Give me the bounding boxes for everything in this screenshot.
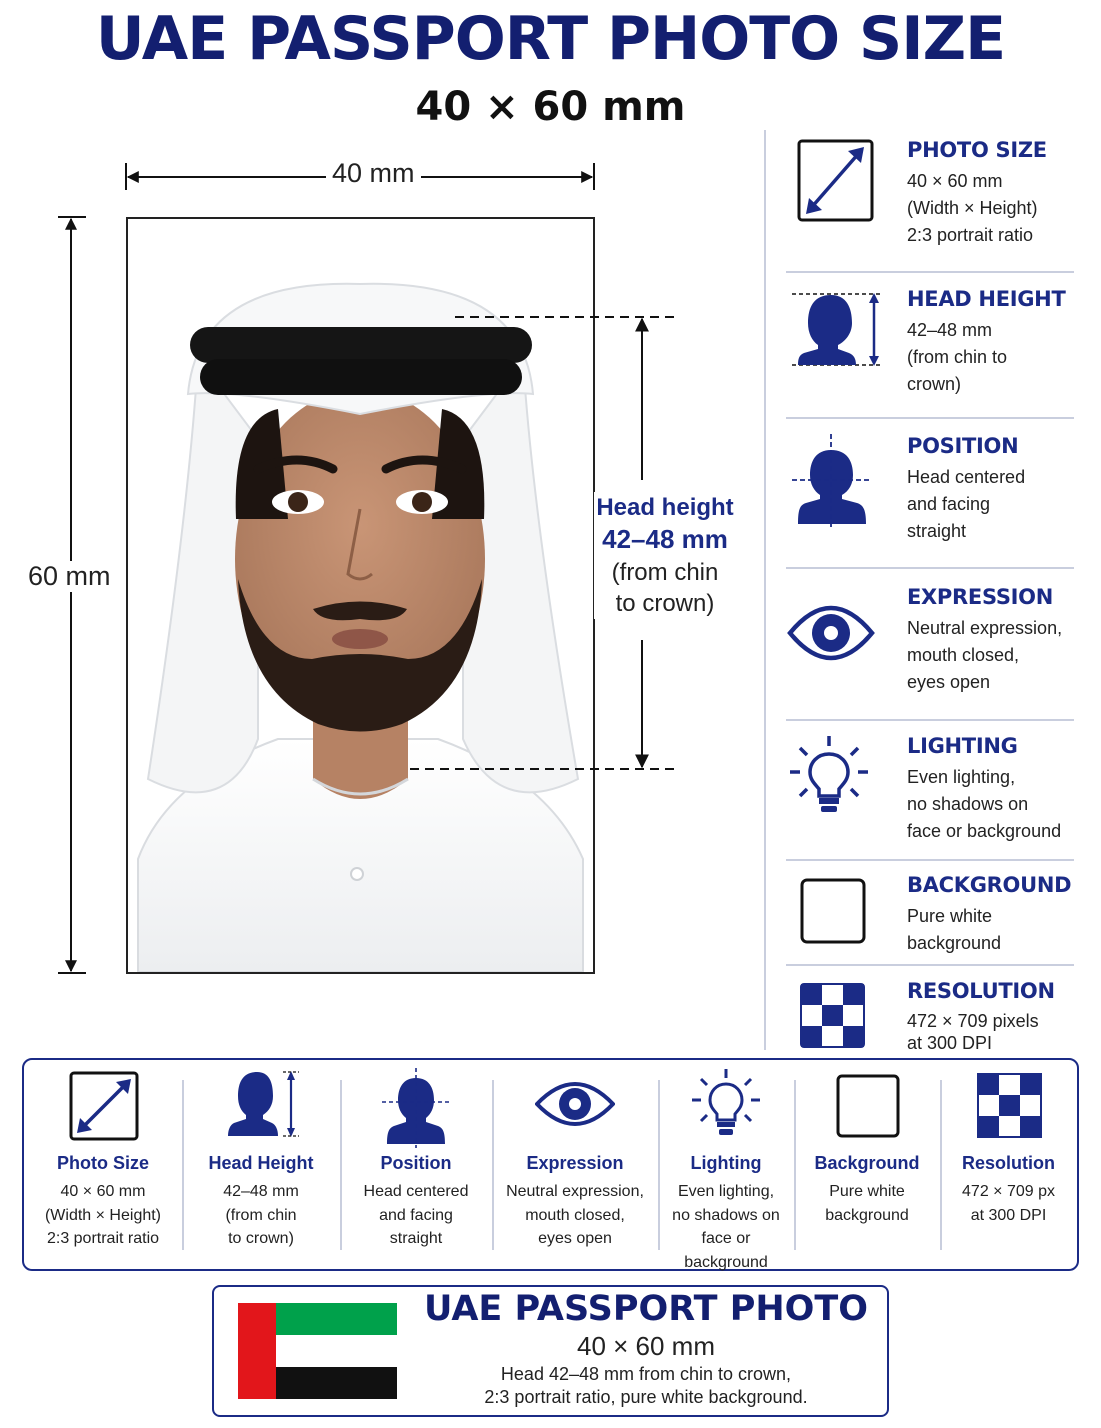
summary-line: eyes open: [538, 1230, 612, 1247]
page-title: UAE PASSPORT PHOTO SIZE: [95, 4, 1006, 74]
summary-head-height: [182, 1060, 340, 1269]
width-label: 40 mm: [326, 158, 421, 189]
summary-line: background: [684, 1253, 768, 1271]
summary-lighting: [658, 1060, 794, 1269]
spec-heading: POSITION: [907, 434, 1019, 458]
white-square-icon: [827, 1068, 907, 1148]
spec-line: background: [907, 933, 1002, 953]
summary-line: (Width × Height): [44, 1206, 162, 1224]
spec-divider: [786, 567, 1074, 569]
spec-divider: [786, 964, 1074, 966]
spec-heading: RESOLUTION: [907, 979, 1055, 1003]
summary-heading: Resolution: [962, 1153, 1055, 1173]
head-position-icon: [786, 434, 882, 530]
page-subtitle: 40 × 60 mm: [415, 84, 686, 130]
height-label: 60 mm: [22, 561, 117, 592]
spec-line: at 300 DPI: [907, 1033, 993, 1053]
spec-line: 472 × 709 pixels: [907, 1011, 1039, 1031]
summary-heading: Lighting: [690, 1153, 762, 1173]
column-divider: [764, 130, 766, 1050]
summary-background: [794, 1060, 940, 1269]
spec-divider: [786, 859, 1074, 861]
summary-line: at 300 DPI: [970, 1206, 1047, 1224]
uae-flag-icon: [238, 1303, 397, 1399]
spec-line: no shadows on: [907, 794, 1029, 814]
spec-divider: [786, 417, 1074, 419]
head-height-icon: [221, 1068, 301, 1148]
spec-line: Even lighting,: [907, 767, 1016, 787]
spec-divider: [786, 719, 1074, 721]
head-height-note: [594, 492, 736, 619]
head-note-title: Head height: [596, 494, 734, 521]
spec-heading: BACKGROUND: [907, 873, 1072, 897]
spec-line: eyes open: [907, 672, 991, 692]
spec-heading: EXPRESSION: [907, 585, 1053, 609]
summary-line: 42–48 mm: [223, 1183, 299, 1200]
summary-line: no shadows on: [672, 1206, 780, 1224]
badge-title: UAE PASSPORT PHOTO: [423, 1289, 869, 1329]
eye-icon: [535, 1068, 615, 1148]
spec-line: crown): [907, 374, 962, 394]
head-position-icon: [376, 1068, 456, 1148]
summary-line: Pure white: [829, 1183, 905, 1200]
spec-line: 2:3 portrait ratio: [907, 225, 1034, 245]
spec-line: (from chin to: [907, 347, 1008, 367]
summary-line: straight: [389, 1230, 443, 1247]
summary-position: [340, 1060, 492, 1269]
summary-heading: Position: [380, 1153, 452, 1173]
lightbulb-icon: [786, 734, 882, 830]
spec-heading: PHOTO SIZE: [907, 138, 1047, 162]
resize-icon: [786, 138, 882, 234]
summary-heading: Expression: [526, 1153, 624, 1173]
summary-line: mouth closed,: [525, 1206, 625, 1224]
summary-heading: Background: [814, 1153, 920, 1173]
summary-line: and facing: [379, 1206, 453, 1224]
summary-photo-size: [24, 1060, 182, 1269]
spec-heading: HEAD HEIGHT: [907, 287, 1066, 311]
spec-line: Pure white: [907, 906, 993, 926]
lightbulb-icon: [686, 1068, 766, 1148]
spec-line: (Width × Height): [907, 198, 1038, 218]
head-note-detail-1: (from chin: [611, 558, 719, 586]
spec-line: and facing: [907, 494, 991, 514]
summary-heading: Head Height: [208, 1153, 314, 1173]
summary-line: to crown): [228, 1230, 294, 1247]
summary-line: 2:3 portrait ratio: [46, 1230, 160, 1247]
summary-line: Head centered: [363, 1183, 469, 1200]
spec-line: 40 × 60 mm: [907, 171, 1003, 191]
spec-line: 42–48 mm: [907, 320, 993, 340]
summary-line: Neutral expression,: [506, 1183, 644, 1200]
eye-icon: [786, 585, 882, 681]
spec-heading: LIGHTING: [907, 734, 1018, 758]
spec-line: mouth closed,: [907, 645, 1020, 665]
summary-line: face or: [701, 1230, 751, 1247]
summary-line: 472 × 709 px: [962, 1183, 1055, 1200]
spec-line: straight: [907, 521, 967, 541]
resize-icon: [63, 1068, 143, 1148]
spec-divider: [786, 271, 1074, 273]
summary-line: background: [825, 1206, 909, 1224]
spec-line: face or background: [907, 821, 1062, 841]
passport-photo-badge: [212, 1285, 889, 1417]
summary-expression: [492, 1060, 658, 1269]
summary-line: 40 × 60 mm: [60, 1183, 146, 1200]
spec-line: Head centered: [907, 467, 1026, 487]
badge-description-line: 2:3 portrait ratio, pure white background.: [484, 1387, 808, 1407]
summary-heading: Photo Size: [56, 1153, 149, 1173]
checkerboard-icon: [969, 1068, 1049, 1148]
head-height-icon: [786, 287, 882, 383]
badge-description-line: Head 42–48 mm from chin to crown,: [500, 1364, 792, 1384]
summary-line: (from chin: [225, 1206, 297, 1224]
summary-strip: [22, 1058, 1079, 1271]
spec-line: Neutral expression,: [907, 618, 1063, 638]
summary-resolution: [940, 1060, 1077, 1269]
summary-line: Even lighting,: [677, 1183, 775, 1200]
badge-size: 40 × 60 mm: [576, 1331, 715, 1361]
head-note-range: 42–48 mm: [602, 524, 728, 555]
head-note-detail-2: to crown): [615, 590, 715, 618]
white-square-icon: [786, 873, 882, 969]
